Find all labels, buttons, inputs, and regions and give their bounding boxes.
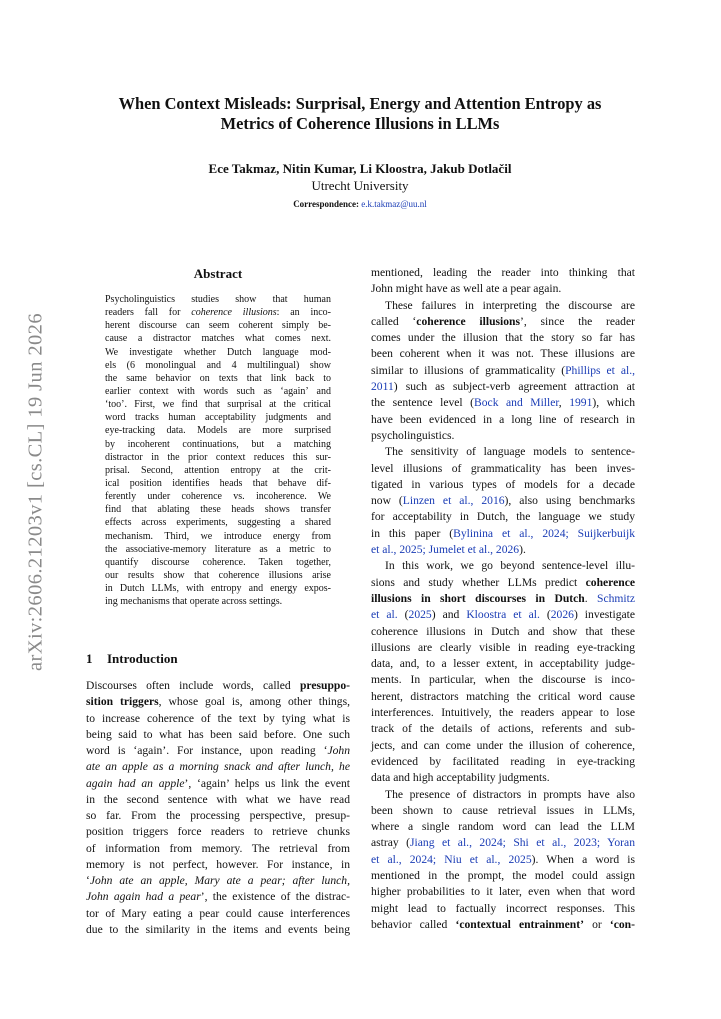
title-line-1: When Context Misleads: Surprisal, Energy and Attention Entropy as — [118, 94, 602, 113]
abstract-line: distractor in the prior context reduces this sur- — [105, 451, 331, 463]
text-line: tigated in various types of models for a decade — [371, 477, 635, 491]
section-title: Introduction — [107, 651, 178, 666]
text-line: John again had a pear’, the existence of the distrac- — [86, 890, 350, 904]
abstract-heading: Abstract — [193, 266, 243, 281]
abstract-line: by incoherent continuations, but a matching — [105, 438, 331, 450]
text-line: higher probabilities to it later, even when that word — [371, 885, 635, 899]
abstract-line: earlier context with words such as ‘again’ and — [105, 385, 331, 397]
left-column-text — [86, 678, 350, 938]
abstract-line: ‘too’. First, we find that surprisal at the critical — [105, 399, 331, 411]
abstract-line: quantify discourse coherence. Taken together, — [105, 556, 331, 568]
text-line: astray (Jiang et al., 2024; Shi et al., 2023; Yoran — [371, 836, 635, 850]
text-line: These failures in interpreting the discourse are — [385, 298, 635, 312]
paper-title — [60, 94, 660, 134]
text-line: behavior called ‘contextual entrainment’ or ‘con- — [371, 917, 635, 931]
abstract-line: ical position identifies heads that behave dif- — [105, 477, 331, 489]
abstract-line: We investigate whether Dutch language mod- — [105, 346, 331, 358]
text-line: John might have as well ate a pear again. — [371, 282, 562, 296]
text-line: The presence of distractors in prompts have also — [385, 787, 635, 801]
abstract-line: ferently under coherence vs. incoherence. We — [105, 491, 331, 503]
correspondence-email-link[interactable]: e.k.takmaz@uu.nl — [361, 199, 427, 209]
text-line: et al., 2024; Niu et al., 2025). When a word is — [371, 852, 635, 866]
text-line: evidenced by facilitated reading in eye-tracking — [371, 754, 635, 768]
text-line: called ‘coherence illusions’, since the reader — [371, 314, 635, 328]
abstract-line: els (6 monolingual and 4 multilingual) show — [105, 359, 331, 371]
abstract-line: prisal. Second, attention entropy at the crit- — [105, 464, 331, 476]
text-line: tor of Mary eating a pear could cause interferences — [86, 906, 350, 920]
text-line: to increase coherence of the text by tying what is — [86, 711, 350, 725]
abstract-line: the same behavior on texts that link back to — [105, 372, 331, 384]
text-line: level illusions of grammaticality has been inves- — [371, 461, 635, 475]
abstract-line: effects across experiments, suggesting a shared — [105, 517, 331, 529]
section-number: 1 — [86, 651, 93, 666]
text-line: jects, and can come under the illusion of coherence, — [371, 738, 635, 752]
text-line: et al., 2025; Jumelet et al., 2026). — [371, 543, 526, 557]
text-line: in this paper (Bylinina et al., 2024; Suijkerbuijk — [371, 526, 635, 540]
text-line: psycholinguistics. — [371, 428, 455, 442]
abstract-line: mechanism. Third, we introduce energy from — [105, 530, 331, 542]
correspondence — [60, 198, 660, 210]
text-line: The sensitivity of language models to sentence- — [385, 445, 635, 459]
title-line-2: Metrics of Coherence Illusions in LLMs — [220, 114, 500, 133]
text-line: in the second sentence with what we have read — [86, 792, 350, 806]
abstract-line: in Dutch LLMs, with entropy and energy expos- — [105, 583, 331, 595]
abstract-line: herent discourse can seem coherent simply be- — [105, 320, 331, 332]
abstract-line: find that ablating these heads shows transfer — [105, 504, 331, 516]
abstract-line: readers fall for coherence illusions: an inco- — [105, 307, 332, 319]
abstract-line: Psycholinguistics studies show that human — [105, 294, 331, 305]
text-line: memory is not perfect, however. For instance, in — [86, 857, 350, 871]
text-line: track of the details of actions, referents and sub- — [371, 722, 635, 736]
abstract-line: ing mechanisms that operate across settings. — [105, 596, 283, 608]
text-line: due to the similarity in the items and events being — [86, 922, 350, 936]
text-line: illusions are clearly visible in reading eye-tracking — [371, 640, 635, 654]
text-line: similar to illusions of grammaticality (Phillips et al., — [371, 363, 635, 377]
abstract-line: the associative-memory literature as a metric to — [105, 543, 331, 555]
text-line: ate an apple as a morning snack and after lunch, he — [86, 760, 350, 774]
abstract-line: our results show that coherence illusions arise — [105, 569, 331, 581]
abstract-line: eye-tracking data. Models are more surprised — [105, 425, 331, 437]
text-line: position triggers force readers to retrieve chunks — [86, 825, 350, 839]
text-line: mentioned in the prompt, the model could assign — [371, 868, 635, 882]
text-line: et al. (2025) and Kloostra et al. (2026) investigate — [371, 608, 636, 622]
text-line: where a single random word can lead the LLM — [371, 820, 635, 834]
text-line: ‘John ate an apple, Mary ate a pear; after lunch, — [86, 874, 350, 887]
right-column-text — [371, 265, 635, 933]
text-line: been coherent when it was not. These illusions are — [371, 347, 635, 361]
text-line: Discourses often include words, called presuppo- — [86, 679, 350, 692]
text-line: coherence illusions in Dutch and show that these — [371, 624, 635, 638]
text-line: 2011) such as subject-verb agreement attraction at — [371, 380, 635, 394]
text-line: for acceptability in Dutch, the language we study — [371, 510, 635, 524]
author-list: Ece Takmaz, Nitin Kumar, Li Kloostra, Jakub Dotlačil — [208, 161, 512, 176]
text-line: of information from memory. The retrieval from — [86, 841, 350, 855]
text-line: have been evidenced in a long line of research in — [371, 412, 635, 426]
text-line: herent, distractors matching the critical word cause — [371, 689, 635, 703]
text-line: In this work, we go beyond sentence-level illu- — [385, 559, 635, 573]
affiliation: Utrecht University — [311, 178, 409, 193]
text-line: interferences. Intuitively, the readers appear to lose — [371, 706, 635, 720]
abstract-line: word tracks human acceptability judgments and — [105, 412, 331, 424]
text-line: again had an apple’, ‘again’ helps us link the event — [86, 776, 350, 790]
text-line: sition triggers, whose goal is, among other things, — [86, 695, 350, 709]
correspondence-label: Correspondence: — [293, 199, 360, 209]
section-heading-introduction — [86, 651, 178, 667]
text-line: data and high acceptability judgments. — [371, 771, 550, 785]
abstract-body — [105, 293, 331, 608]
text-line: illusions in short discourses in Dutch. Schmitz — [371, 591, 636, 605]
text-line: now (Linzen et al., 2016), also using benchmarks — [371, 494, 635, 508]
abstract-line: cause a distractor matches what comes next. — [105, 333, 331, 345]
text-line: comes under the illusion that the story so far has — [371, 331, 635, 345]
text-line: the sentence level (Bock and Miller, 1991), which — [371, 396, 635, 410]
text-line: ments. In particular, when the discourse is inco- — [371, 673, 635, 687]
text-line: word is ‘again’. For instance, upon reading ‘John — [86, 744, 350, 757]
text-line: so far. From the processing perspective, presup- — [86, 809, 350, 822]
text-line: sions and study whether LLMs predict coherence — [371, 575, 635, 589]
text-line: data, and, to a lesser extent, in acceptability judge- — [371, 657, 635, 671]
arxiv-identifier-stamp: arXiv:2606.21203v1 [cs.CL] 19 Jun 2026 — [24, 313, 47, 671]
text-line: might lead to factually incorrect responses. This — [371, 901, 635, 915]
text-line: mentioned, leading the reader into thinking that — [371, 266, 635, 279]
text-line: being said to what has been said before. One such — [86, 727, 350, 741]
text-line: been shown to cause retrieval issues in LLMs, — [371, 803, 635, 817]
